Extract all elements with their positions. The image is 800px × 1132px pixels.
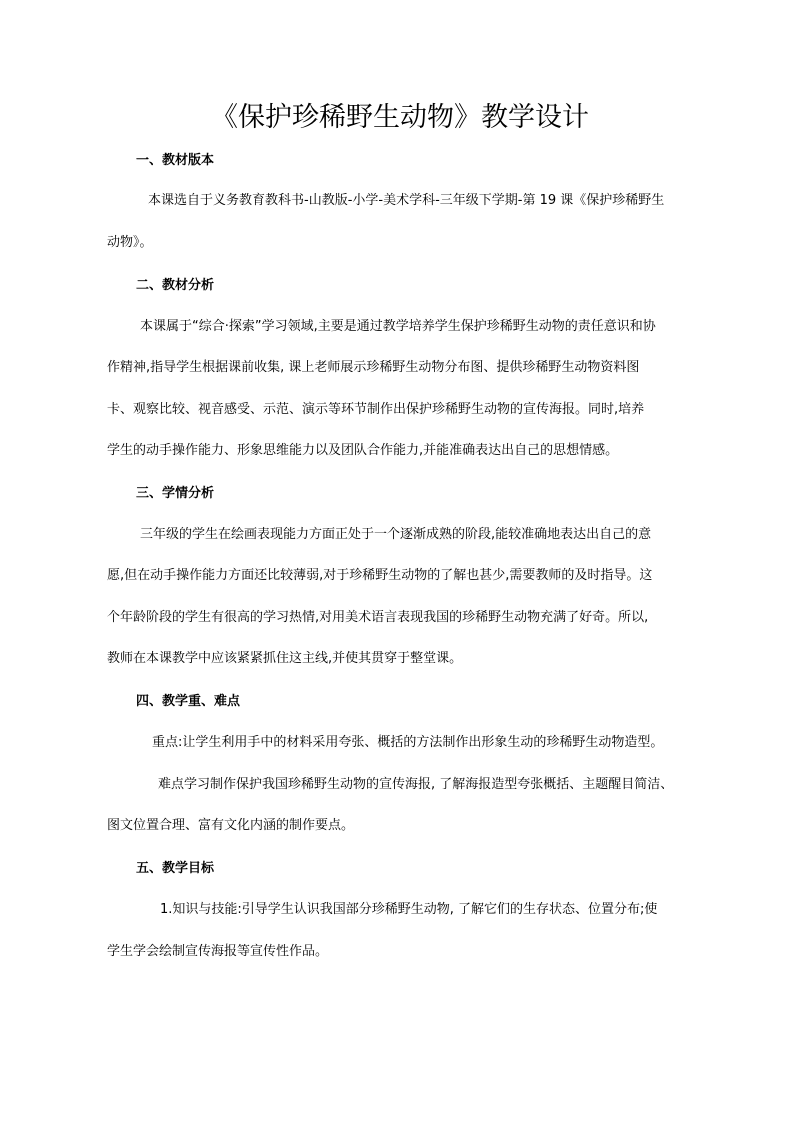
paragraph-line: 学生的动手操作能力、形象思维能力以及团队合作能力,并能准确表达出自己的思想情感。 — [107, 443, 619, 458]
section-heading-textbook-version: 一、教材版本 — [136, 153, 215, 168]
paragraph-line: 三年级的学生在绘画表现能力方面正处于一个逐渐成熟的阶段,能较准确地表达出自己的意 — [140, 527, 652, 542]
paragraph-line: 图文位置合理、富有文化内涵的制作要点。 — [107, 818, 355, 833]
paragraph-line: 动物》。 — [107, 235, 153, 250]
paragraph-line: 作精神,指导学生根据课前收集, 课上老师展示珍稀野生动物分布图、提供珍稀野生动物资料图 — [107, 360, 640, 375]
paragraph-line: 教师在本课教学中应该紧紧抓住这主线,并使其贯穿于整堂课。 — [107, 651, 463, 666]
paragraph-line: 个年龄阶段的学生有很高的学习热情,对用美术语言表现我国的珍稀野生动物充满了好奇。所以, — [107, 610, 649, 625]
section-heading-teaching-objectives: 五、教学目标 — [136, 861, 215, 876]
paragraph-line: 1.知识与技能:引导学生认识我国部分珍稀野生动物, 了解它们的生存状态、位置分布;使 — [160, 902, 658, 917]
section-heading-key-points: 四、教学重、难点 — [136, 694, 241, 709]
paragraph-line: 难点学习制作保护我国珍稀野生动物的宣传海报, 了解海报造型夸张概括、主题醒目简洁、 — [158, 777, 674, 792]
paragraph-line: 卡、观察比较、视音感受、示范、演示等环节制作出保护珍稀野生动物的宣传海报。同时,培养 — [107, 402, 645, 417]
paragraph-line: 学生学会绘制宣传海报等宣传性作品。 — [107, 944, 329, 959]
paragraph-line: 重点:让学生利用手中的材料采用夸张、概括的方法制作出形象生动的珍稀野生动物造型。 — [152, 735, 664, 750]
section-heading-textbook-analysis: 二、教材分析 — [136, 278, 215, 293]
document-title: 《保护珍稀野生动物》教学设计 — [211, 102, 589, 133]
section-heading-learner-analysis: 三、学情分析 — [136, 486, 215, 501]
paragraph-line: 愿,但在动手操作能力方面还比较薄弱,对于珍稀野生动物的了解也甚少,需要教师的及时指导。这 — [107, 568, 653, 583]
paragraph-line: 本课属于“综合·探索”学习领域,主要是通过教学培养学生保护珍稀野生动物的责任意识和协 — [140, 319, 656, 334]
paragraph-line: 本课选自于义务教育教科书-山教版-小学-美术学科-三年级下学期-第 19 课《保护珍稀野生 — [148, 193, 665, 208]
